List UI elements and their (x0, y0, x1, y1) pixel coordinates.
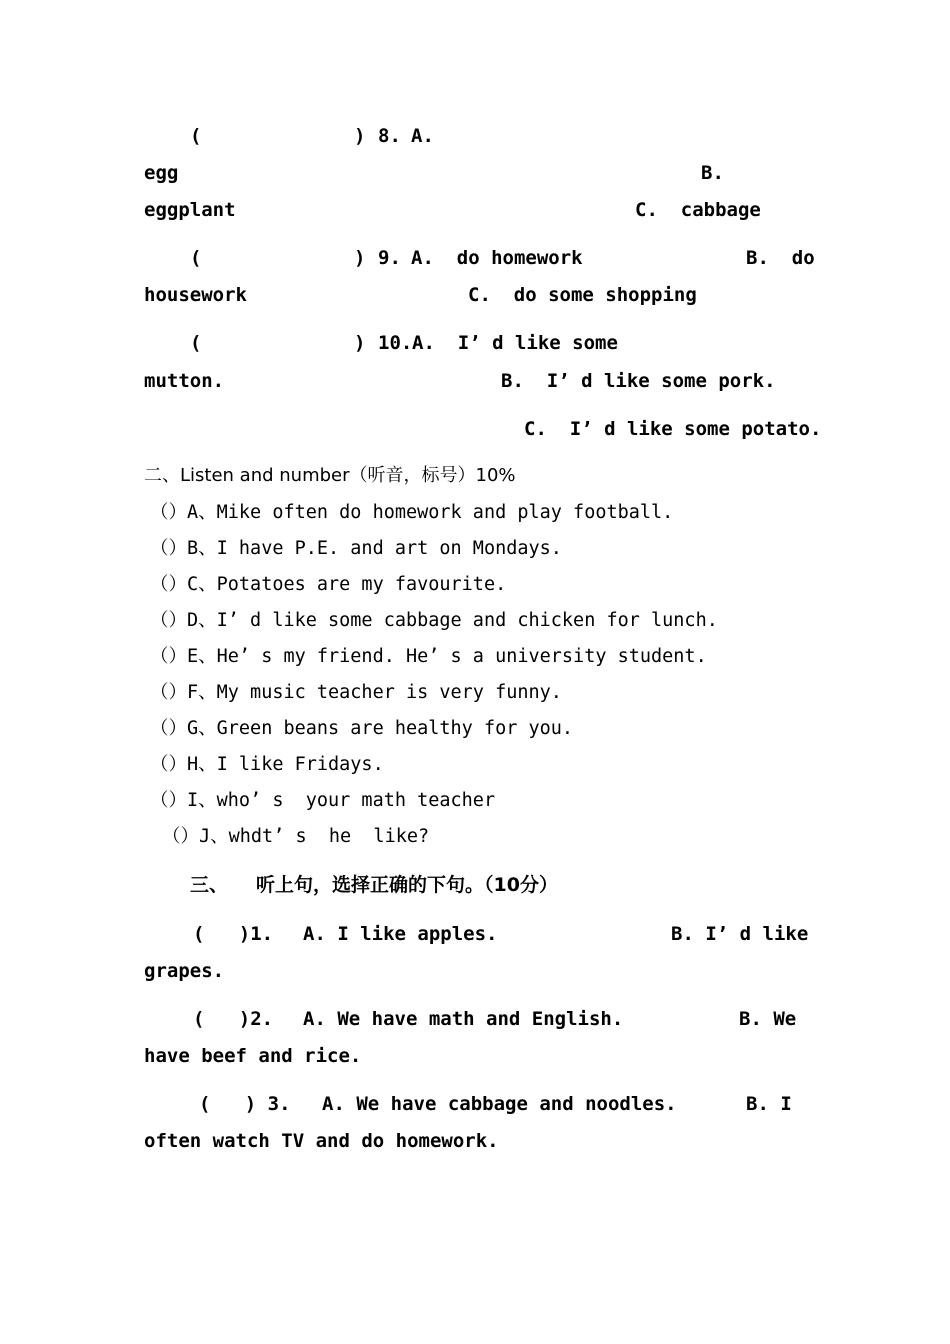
part2-item-g: （）G、Green beans are healthy for you. (150, 718, 574, 739)
part2-item-b: （）B、I have P.E. and art on Mondays. (150, 538, 562, 559)
part2-item-e: （）E、He’ s my friend. He’ s a university student. (150, 646, 707, 667)
q9-paren-close: ) (354, 247, 366, 269)
part3-q1-option-a: A. I like apples. (303, 923, 498, 945)
q10-number: 10. (378, 332, 413, 354)
q8-option-a-label: A. (411, 125, 434, 147)
q8-paren-open: ( (190, 125, 202, 147)
part2-item-a: （）A、Mike often do homework and play football. (150, 502, 674, 523)
q9-option-b-label: B. do (746, 247, 815, 269)
q8-option-b-text: eggplant (144, 199, 236, 221)
part2-item-d: （）D、I’ d like some cabbage and chicken for lunch. (150, 610, 718, 631)
q9-option-b-text: housework (144, 284, 247, 306)
part2-item-c: （）C、Potatoes are my favourite. (150, 574, 507, 595)
part2-item-h: （）H、I like Fridays. (150, 754, 384, 775)
part3-q3-paren: ( ) 3. (199, 1093, 291, 1115)
part3-q2-paren: ( )2. (193, 1008, 274, 1030)
q10-option-a: A. I’ d like some (412, 332, 618, 354)
part3-q1-option-b: B. I’ d like (671, 923, 809, 945)
part2-item-f: （）F、My music teacher is very funny. (150, 682, 562, 703)
q10-option-a-cont: mutton. (144, 370, 225, 392)
q10-option-b: B. I’ d like some pork. (501, 370, 776, 392)
q9-number: 9. (378, 247, 401, 269)
q10-paren-open: ( (190, 332, 202, 354)
q8-paren-close: ) (354, 125, 366, 147)
part2-heading: 二、Listen and number（听音，标号）10% (144, 465, 516, 486)
q8-option-a-text: egg (144, 162, 179, 184)
q8-option-c: C. cabbage (635, 199, 761, 221)
part2-item-i: （）I、who’ s your math teacher (150, 790, 496, 811)
part3-q2-option-b: B. We (739, 1008, 797, 1030)
part3-heading-number: 三、 (190, 874, 229, 896)
part3-q1-paren: ( )1. (193, 923, 274, 945)
part3-heading-text: 听上句，选择正确的下句。（10分） (256, 874, 558, 896)
q8-number: 8. (378, 125, 401, 147)
q9-paren-open: ( (190, 247, 202, 269)
q9-option-c: C. do some shopping (468, 284, 697, 306)
part3-q3-option-b: B. I (746, 1093, 792, 1115)
part3-q1-option-b-cont: grapes. (144, 960, 225, 982)
q10-paren-close: ) (354, 332, 366, 354)
q10-option-c: C. I’ d like some potato. (524, 418, 822, 440)
q9-option-a: A. do homework (411, 247, 583, 269)
part3-q2-option-a: A. We have math and English. (303, 1008, 624, 1030)
q8-option-b-label: B. (701, 162, 724, 184)
part3-q2-option-b-cont: have beef and rice. (144, 1045, 362, 1067)
part2-item-j: （）J、whdt’ s he like? (162, 826, 430, 847)
part3-q3-option-b-cont: often watch TV and do homework. (144, 1130, 499, 1152)
part3-q3-option-a: A. We have cabbage and noodles. (322, 1093, 677, 1115)
